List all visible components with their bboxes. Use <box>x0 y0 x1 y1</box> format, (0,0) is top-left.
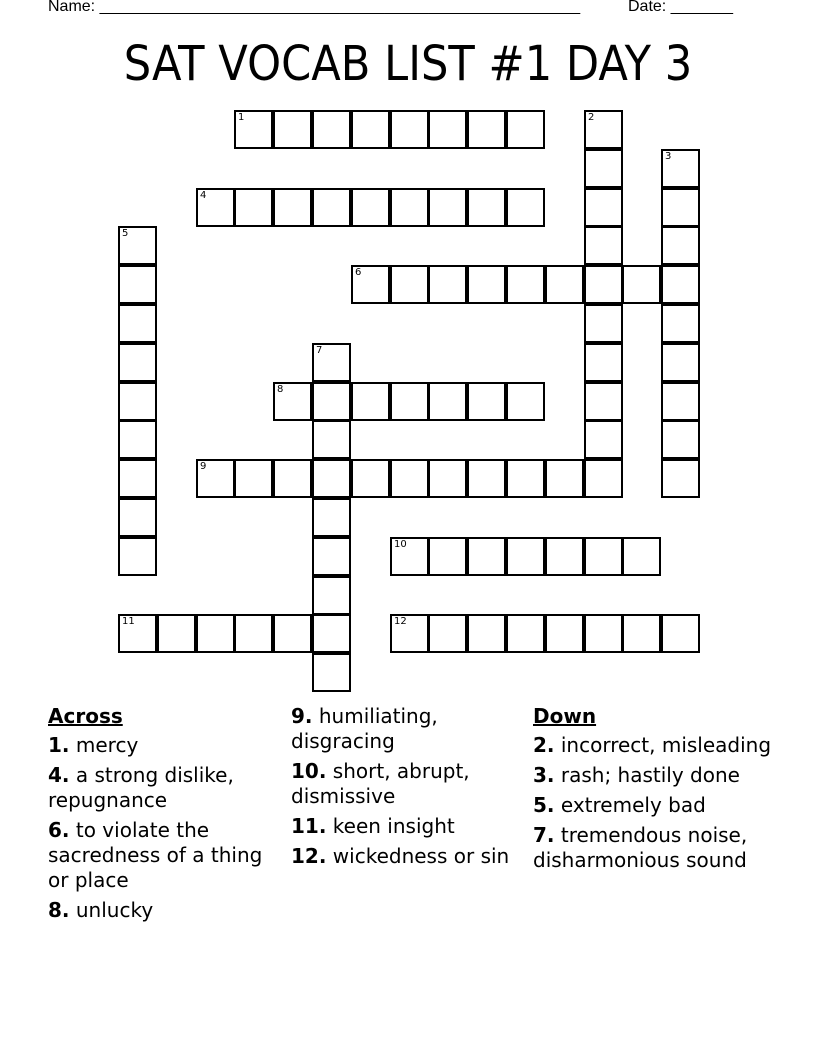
crossword-cell[interactable] <box>506 459 545 498</box>
crossword-cell[interactable] <box>312 537 351 576</box>
crossword-cell[interactable] <box>428 265 467 304</box>
down-heading: Down <box>533 704 597 728</box>
crossword-cell[interactable] <box>273 614 312 653</box>
clue-column-1 <box>48 704 278 928</box>
crossword-cell[interactable] <box>118 226 157 265</box>
crossword-cell[interactable] <box>234 188 273 227</box>
crossword-cell[interactable] <box>428 537 467 576</box>
crossword-cell[interactable] <box>118 382 157 421</box>
crossword-cell[interactable] <box>622 537 661 576</box>
crossword-cell[interactable] <box>390 537 429 576</box>
crossword-cell[interactable] <box>351 265 390 304</box>
crossword-cell[interactable] <box>196 459 235 498</box>
clue-number-label: 1 <box>238 112 245 123</box>
clue-across-11: 11. keen insight <box>291 814 455 838</box>
crossword-cell[interactable] <box>312 653 351 692</box>
crossword-cell[interactable] <box>273 188 312 227</box>
crossword-cell[interactable] <box>545 265 584 304</box>
crossword-cell[interactable] <box>506 188 545 227</box>
crossword-cell[interactable] <box>351 459 390 498</box>
crossword-cell[interactable] <box>584 459 623 498</box>
crossword-cell[interactable] <box>661 382 700 421</box>
crossword-cell[interactable] <box>428 614 467 653</box>
crossword-cell[interactable] <box>661 459 700 498</box>
crossword-cell[interactable] <box>273 382 312 421</box>
crossword-cell[interactable] <box>390 265 429 304</box>
crossword-cell[interactable] <box>545 459 584 498</box>
crossword-cell[interactable] <box>584 110 623 149</box>
crossword-cell[interactable] <box>312 382 351 421</box>
crossword-cell[interactable] <box>428 110 467 149</box>
clue-across-10: 10. short, abrupt, dismissive <box>291 759 470 808</box>
crossword-cell[interactable] <box>157 614 196 653</box>
crossword-cell[interactable] <box>428 382 467 421</box>
crossword-cell[interactable] <box>312 343 351 382</box>
crossword-cell[interactable] <box>428 188 467 227</box>
crossword-cell[interactable] <box>312 459 351 498</box>
clue-number-label: 5 <box>122 228 129 239</box>
crossword-cell[interactable] <box>622 265 661 304</box>
crossword-cell[interactable] <box>390 188 429 227</box>
crossword-cell[interactable] <box>118 420 157 459</box>
crossword-cell[interactable] <box>312 188 351 227</box>
crossword-cell[interactable] <box>351 188 390 227</box>
crossword-cell[interactable] <box>312 498 351 537</box>
crossword-cell[interactable] <box>584 188 623 227</box>
crossword-cell[interactable] <box>584 537 623 576</box>
crossword-cell[interactable] <box>234 110 273 149</box>
crossword-cell[interactable] <box>351 382 390 421</box>
crossword-cell[interactable] <box>545 537 584 576</box>
clue-number-label: 8 <box>277 384 284 395</box>
crossword-cell[interactable] <box>467 188 506 227</box>
crossword-cell[interactable] <box>661 226 700 265</box>
crossword-cell[interactable] <box>118 498 157 537</box>
clue-column-2 <box>291 704 521 874</box>
crossword-cell[interactable] <box>234 614 273 653</box>
clue-across-12: 12. wickedness or sin <box>291 844 510 868</box>
crossword-cell[interactable] <box>390 614 429 653</box>
crossword-cell[interactable] <box>467 614 506 653</box>
crossword-cell[interactable] <box>661 420 700 459</box>
crossword-cell[interactable] <box>584 304 623 343</box>
clue-across-1: 1. mercy <box>48 733 139 757</box>
crossword-cell[interactable] <box>467 110 506 149</box>
crossword-cell[interactable] <box>661 149 700 188</box>
name-line: Name: ______________________________________________________ <box>48 0 581 15</box>
crossword-cell[interactable] <box>118 265 157 304</box>
crossword-cell[interactable] <box>234 459 273 498</box>
clue-across-8: 8. unlucky <box>48 898 154 922</box>
crossword-cell[interactable] <box>273 110 312 149</box>
crossword-cell[interactable] <box>584 343 623 382</box>
crossword-cell[interactable] <box>467 382 506 421</box>
clue-across-6: 6. to violate the sacredness of a thing or place <box>48 818 263 892</box>
crossword-cell[interactable] <box>312 614 351 653</box>
crossword-cell[interactable] <box>584 149 623 188</box>
date-line: Date: _______ <box>628 0 733 15</box>
crossword-cell[interactable] <box>118 304 157 343</box>
crossword-cell[interactable] <box>312 420 351 459</box>
crossword-cell[interactable] <box>273 459 312 498</box>
clue-across-9: 9. humiliating, disgracing <box>291 704 438 753</box>
crossword-cell[interactable] <box>584 382 623 421</box>
crossword-cell[interactable] <box>622 614 661 653</box>
clue-number-label: 11 <box>122 616 135 627</box>
clue-number-label: 6 <box>355 267 362 278</box>
crossword-cell[interactable] <box>312 576 351 615</box>
crossword-cell[interactable] <box>506 265 545 304</box>
crossword-cell[interactable] <box>584 226 623 265</box>
clue-down-7: 7. tremendous noise, disharmonious sound <box>533 823 748 872</box>
clue-column-3 <box>533 704 773 878</box>
crossword-cell[interactable] <box>118 343 157 382</box>
crossword-cell[interactable] <box>661 304 700 343</box>
crossword-cell[interactable] <box>584 265 623 304</box>
crossword-cell[interactable] <box>118 459 157 498</box>
clue-down-5: 5. extremely bad <box>533 793 706 817</box>
crossword-cell[interactable] <box>661 343 700 382</box>
clue-down-2: 2. incorrect, misleading <box>533 733 772 757</box>
crossword-cell[interactable] <box>661 265 700 304</box>
crossword-cell[interactable] <box>545 614 584 653</box>
clue-number-label: 4 <box>200 190 207 201</box>
clue-number-label: 7 <box>316 345 323 356</box>
crossword-grid <box>118 110 700 692</box>
crossword-cell[interactable] <box>196 614 235 653</box>
across-heading: Across <box>48 704 123 728</box>
crossword-cell[interactable] <box>584 614 623 653</box>
crossword-cell[interactable] <box>196 188 235 227</box>
crossword-cell[interactable] <box>118 537 157 576</box>
crossword-cell[interactable] <box>467 537 506 576</box>
clue-number-label: 10 <box>394 539 407 550</box>
crossword-cell[interactable] <box>467 459 506 498</box>
clue-number-label: 9 <box>200 461 207 472</box>
crossword-cell[interactable] <box>661 614 700 653</box>
crossword-cell[interactable] <box>506 614 545 653</box>
clue-number-label: 3 <box>665 151 672 162</box>
crossword-cell[interactable] <box>118 614 157 653</box>
crossword-cell[interactable] <box>390 382 429 421</box>
crossword-cell[interactable] <box>661 188 700 227</box>
crossword-cell[interactable] <box>351 110 390 149</box>
crossword-cell[interactable] <box>390 459 429 498</box>
clue-across-4: 4. a strong dislike, repugnance <box>48 763 234 812</box>
clue-down-3: 3. rash; hastily done <box>533 763 740 787</box>
crossword-cell[interactable] <box>312 110 351 149</box>
crossword-cell[interactable] <box>467 265 506 304</box>
crossword-cell[interactable] <box>506 382 545 421</box>
clue-number-label: 12 <box>394 616 407 627</box>
page-title: SAT VOCAB LIST #1 DAY 3 <box>123 36 693 92</box>
crossword-cell[interactable] <box>390 110 429 149</box>
clue-number-label: 2 <box>588 112 595 123</box>
crossword-cell[interactable] <box>506 110 545 149</box>
crossword-cell[interactable] <box>506 537 545 576</box>
crossword-cell[interactable] <box>428 459 467 498</box>
crossword-cell[interactable] <box>584 420 623 459</box>
